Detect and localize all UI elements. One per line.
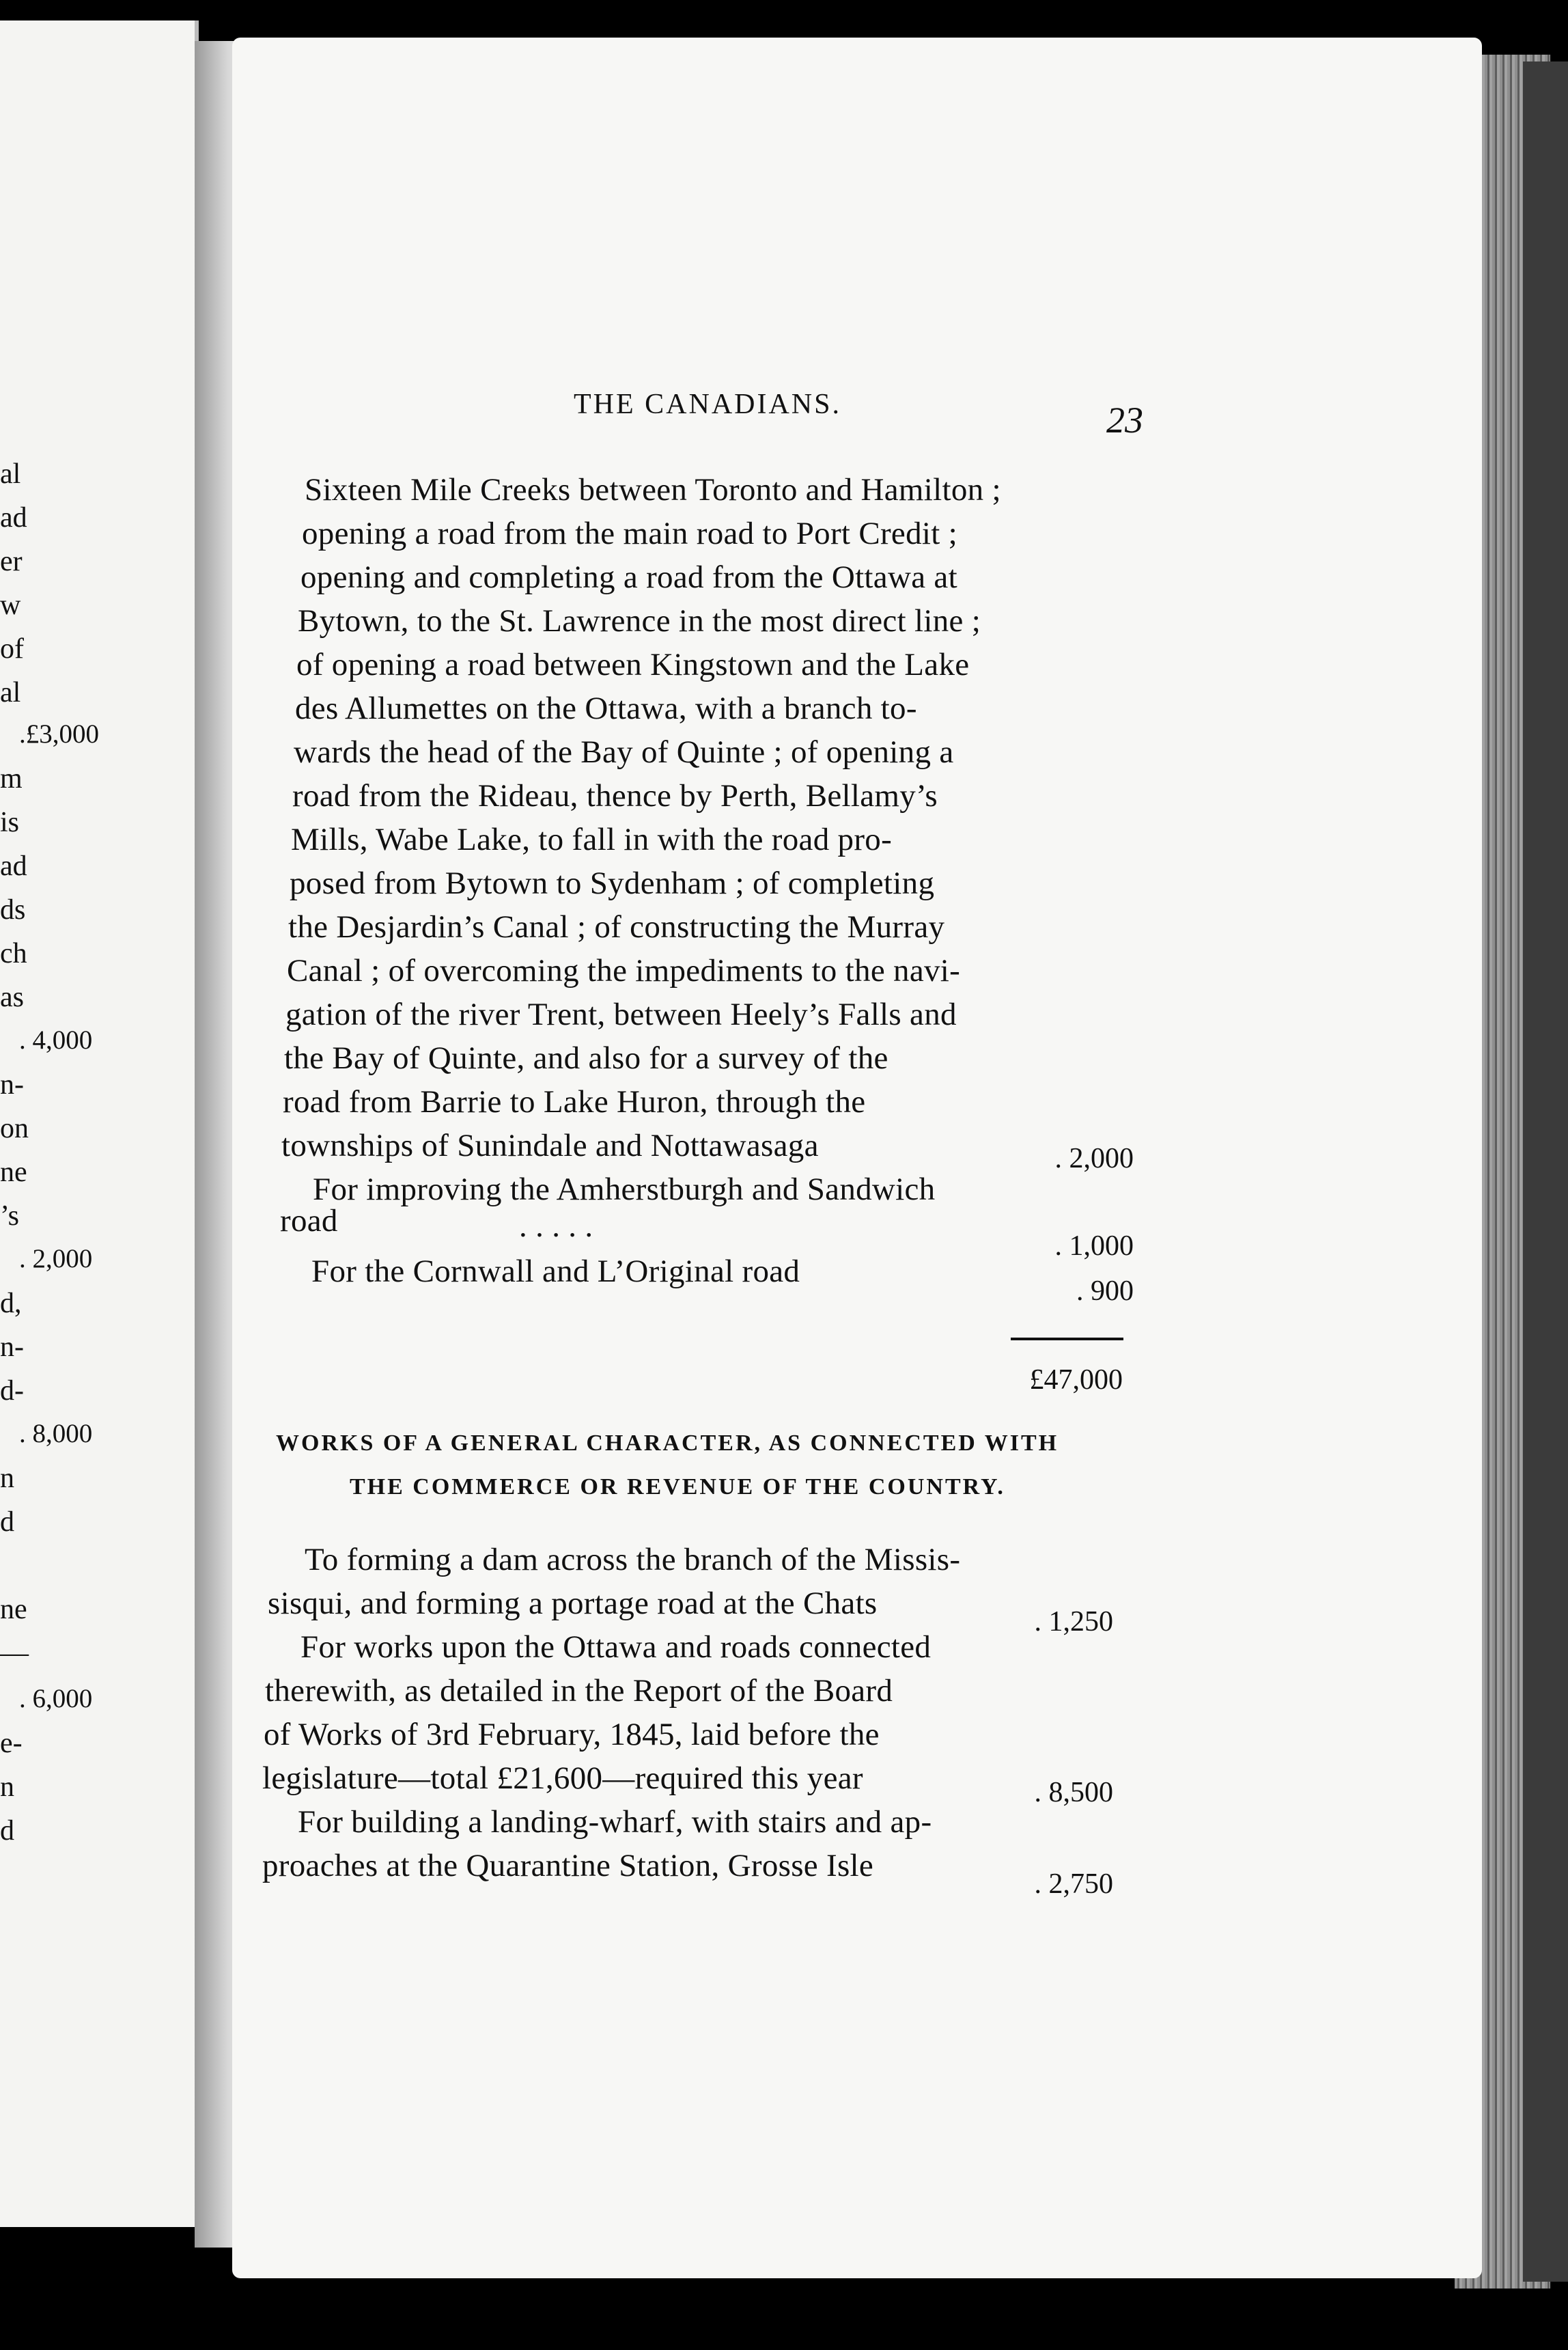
book-cover-edge <box>1523 61 1568 2282</box>
text-line: wards the head of the Bay of Quinte ; of opening a <box>294 734 954 770</box>
left-amount: . 4,000 <box>19 1025 93 1055</box>
left-amount: . 6,000 <box>19 1684 93 1713</box>
text-line: road from Barrie to Lake Huron, through the <box>283 1084 866 1120</box>
text-line: To forming a dam across the branch of the Missis- <box>305 1542 961 1577</box>
left-fragment: n <box>0 1463 14 1494</box>
text-line: townships of Sunindale and Nottawasaga <box>281 1128 819 1163</box>
text-line: of Works of 3rd February, 1845, laid before the <box>264 1717 880 1752</box>
left-fragment: — <box>0 1637 29 1669</box>
text-line: opening and completing a road from the Ottawa at <box>300 559 957 595</box>
section-heading: THE COMMERCE OR REVENUE OF THE COUNTRY. <box>350 1474 1005 1499</box>
text-line: of opening a road between Kingstown and the Lake <box>296 647 970 682</box>
left-fragment: on <box>0 1113 29 1144</box>
left-fragment: d <box>0 1815 14 1847</box>
text-line: Sixteen Mile Creeks between Toronto and Hamilton ; <box>305 472 1001 508</box>
left-fragment: ne <box>0 1594 27 1625</box>
running-title: THE CANADIANS. <box>574 389 841 420</box>
left-fragment: ad <box>0 502 27 534</box>
text-line: legislature—total £21,600—required this year <box>262 1760 863 1796</box>
left-fragment: as <box>0 982 24 1013</box>
left-fragment: e- <box>0 1728 23 1759</box>
left-fragment: n- <box>0 1331 24 1363</box>
text-line: road from the Rideau, thence by Perth, Bellamy’s <box>292 778 938 814</box>
text-line: proaches at the Quarantine Station, Grosse Isle <box>262 1848 874 1883</box>
text-line: Canal ; of overcoming the impediments to the navi- <box>287 953 961 989</box>
text-line: therewith, as detailed in the Report of the Board <box>265 1673 893 1709</box>
text-line: For improving the Amherstburgh and Sandwich <box>313 1172 936 1207</box>
left-fragment: n <box>0 1771 14 1803</box>
text-line: des Allumettes on the Ottawa, with a branch to- <box>295 691 917 726</box>
left-fragment: ad <box>0 851 27 882</box>
text-line: opening a road from the main road to Port Credit ; <box>302 516 958 551</box>
left-fragment: ne <box>0 1157 27 1188</box>
total-rule <box>1011 1338 1123 1340</box>
left-fragment: d <box>0 1506 14 1538</box>
left-fragment: n- <box>0 1069 24 1101</box>
left-fragment: d- <box>0 1375 24 1407</box>
left-fragment: er <box>0 546 23 577</box>
text-line: sisqui, and forming a portage road at the Chats <box>268 1586 878 1621</box>
left-fragment: d, <box>0 1288 22 1319</box>
total-amount: £47,000 <box>1029 1364 1123 1396</box>
text-line: road <box>280 1203 338 1239</box>
left-amount: .£3,000 <box>19 719 99 749</box>
left-fragment: ds <box>0 894 26 926</box>
section-heading: WORKS OF A GENERAL CHARACTER, AS CONNECTED WITH <box>276 1430 1059 1456</box>
text-line: For building a landing-wharf, with stairs and ap- <box>298 1804 932 1840</box>
leader-dots: . . . . . <box>519 1208 593 1244</box>
left-amount: . 8,000 <box>19 1419 93 1448</box>
left-fragment: ch <box>0 938 27 969</box>
left-fragment: w <box>0 590 21 621</box>
amount: . 1,250 <box>1034 1606 1113 1637</box>
amount: . 1,000 <box>1054 1230 1134 1262</box>
amount: . 2,750 <box>1034 1868 1113 1900</box>
text-line: Mills, Wabe Lake, to fall in with the road pro- <box>291 822 893 857</box>
left-fragment: al <box>0 677 21 708</box>
left-fragment: of <box>0 633 24 665</box>
amount: . 2,000 <box>1054 1143 1134 1174</box>
text-line: posed from Bytown to Sydenham ; of completing <box>290 866 935 901</box>
left-page <box>0 20 199 2227</box>
left-fragment: is <box>0 807 20 838</box>
text-line: For works upon the Ottawa and roads connected <box>300 1629 932 1665</box>
left-amount: . 2,000 <box>19 1244 93 1273</box>
amount: . 900 <box>1076 1275 1134 1307</box>
left-fragment: al <box>0 458 21 490</box>
page-number: 23 <box>1106 400 1143 441</box>
text-line: For the Cornwall and L’Original road <box>311 1254 800 1289</box>
text-line: Bytown, to the St. Lawrence in the most direct line ; <box>298 603 981 639</box>
left-fragment: ’s <box>0 1200 20 1232</box>
amount: . 8,500 <box>1034 1777 1113 1808</box>
left-fragment: m <box>0 763 23 794</box>
text-line: gation of the river Trent, between Heely’s Falls and <box>285 997 957 1032</box>
text-line: the Desjardin’s Canal ; of constructing the Murray <box>288 909 945 945</box>
text-line: the Bay of Quinte, and also for a survey of the <box>284 1040 888 1076</box>
